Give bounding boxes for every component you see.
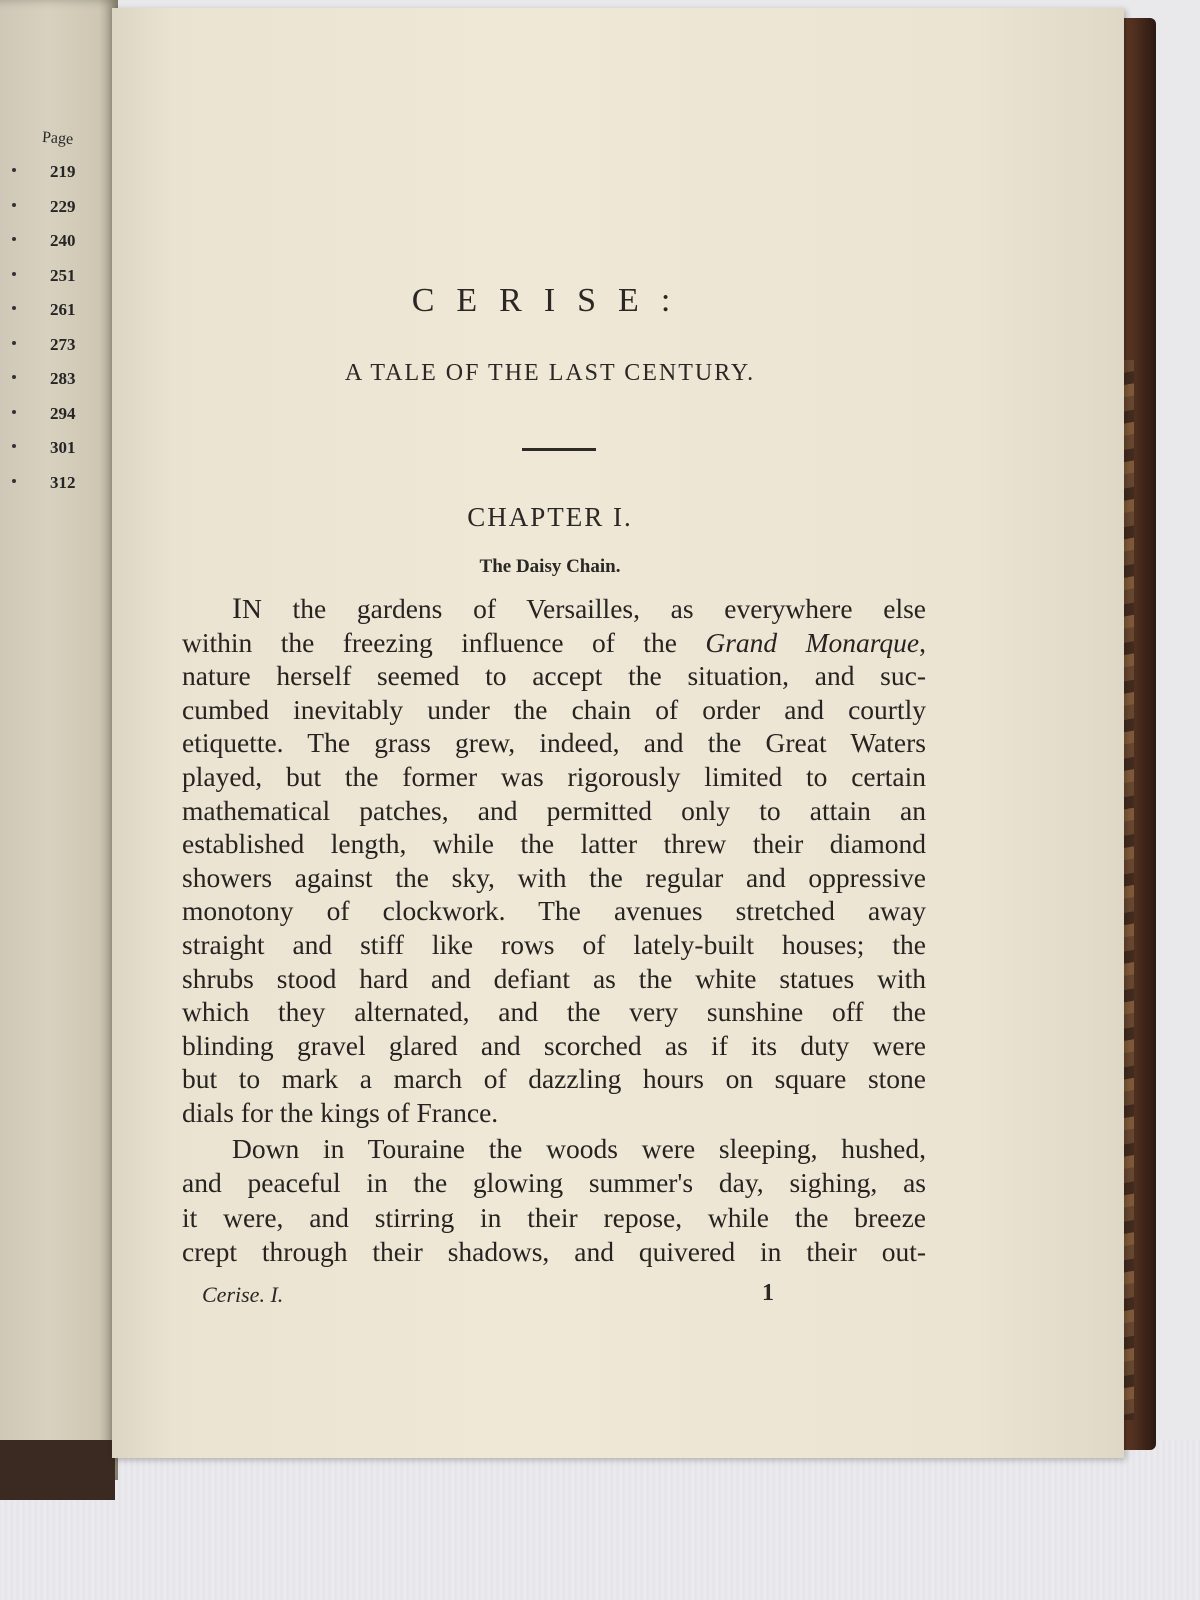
table-cloth: [0, 1440, 1200, 1600]
text-line: established length, while the latter threw their diamond: [182, 828, 926, 860]
toc-page-number: 273: [50, 334, 76, 354]
toc-page-number: 261: [50, 300, 76, 319]
book-title: CERISE:: [411, 282, 693, 319]
text-line: played, but the former was rigorously limited to certain: [182, 761, 926, 792]
toc-dot: [12, 410, 16, 414]
text-line: which they alternated, and the very sunshine off the: [182, 996, 926, 1028]
toc-entry: [12, 404, 102, 424]
toc-page-number: 294: [50, 403, 76, 423]
text-line: showers against the sky, with the regular and oppressive: [182, 861, 926, 893]
toc-entry: [12, 231, 102, 251]
toc-dot: [12, 444, 16, 448]
toc-page-number: 240: [50, 231, 76, 250]
toc-heading: Page: [41, 128, 74, 149]
title-rule: [522, 448, 596, 451]
toc-entry: [12, 438, 102, 458]
toc-page-number: 312: [50, 472, 76, 492]
toc-dot: [12, 203, 16, 207]
chapter-heading: CHAPTER I.: [467, 502, 633, 532]
text-line: but to mark a march of dazzling hours on square stone: [182, 1063, 926, 1095]
toc-dot: [12, 341, 16, 345]
toc-page-number: 301: [50, 438, 76, 457]
text-line: etiquette. The grass grew, indeed, and the Great Waters: [182, 727, 926, 759]
left-cover: [0, 1440, 115, 1500]
toc-page-number: 251: [50, 265, 76, 285]
text-line: straight and stiff like rows of lately-built houses; the: [182, 929, 926, 960]
text-line: blinding gravel glared and scorched as if its duty were: [182, 1029, 926, 1061]
text-line: monotony of clockwork. The avenues stretched away: [182, 895, 926, 927]
toc-page-number: 229: [50, 196, 76, 216]
page-number: 1: [762, 1280, 774, 1306]
text-line: IN the gardens of Versailles, as everywhere else: [232, 592, 926, 625]
toc-entry: [12, 162, 102, 182]
italic-phrase: Grand Monarque: [705, 626, 920, 658]
drop-cap: I: [232, 592, 242, 625]
text-line: cumbed inevitably under the chain of order and courtly: [182, 693, 926, 725]
toc-page-number: 219: [50, 162, 76, 181]
text-line: it were, and stirring in their repose, while the breeze: [182, 1201, 926, 1233]
text-line: and peaceful in the glowing summer's day, sighing, as: [182, 1167, 926, 1199]
toc-entry: [12, 197, 102, 217]
toc-page-number: 283: [50, 369, 76, 388]
toc-entry: [12, 473, 102, 493]
text-line: shrubs stood hard and defiant as the white statues with: [182, 962, 926, 994]
text-line: crept through their shadows, and quivered in their out-: [182, 1236, 926, 1268]
toc-dot: [12, 479, 16, 483]
text-line: dials for the kings of France.: [182, 1097, 499, 1128]
text-line: within the freezing influence of the Grand Monarque,: [182, 626, 927, 658]
toc-entry: [12, 335, 102, 355]
toc-dot: [12, 237, 16, 241]
text-line: nature herself seemed to accept the situation, and suc-: [182, 660, 926, 692]
signature-mark: Cerise. I.: [202, 1282, 284, 1307]
book-subtitle: A TALE OF THE LAST CENTURY.: [344, 360, 756, 386]
text-line: mathematical patches, and permitted only to attain an: [182, 794, 926, 826]
left-page: [0, 0, 118, 1480]
chapter-subtitle: The Daisy Chain.: [479, 556, 621, 577]
text-line: Down in Touraine the woods were sleeping, hushed,: [232, 1133, 926, 1164]
toc-dot: [12, 168, 16, 172]
toc-dot: [12, 272, 16, 276]
